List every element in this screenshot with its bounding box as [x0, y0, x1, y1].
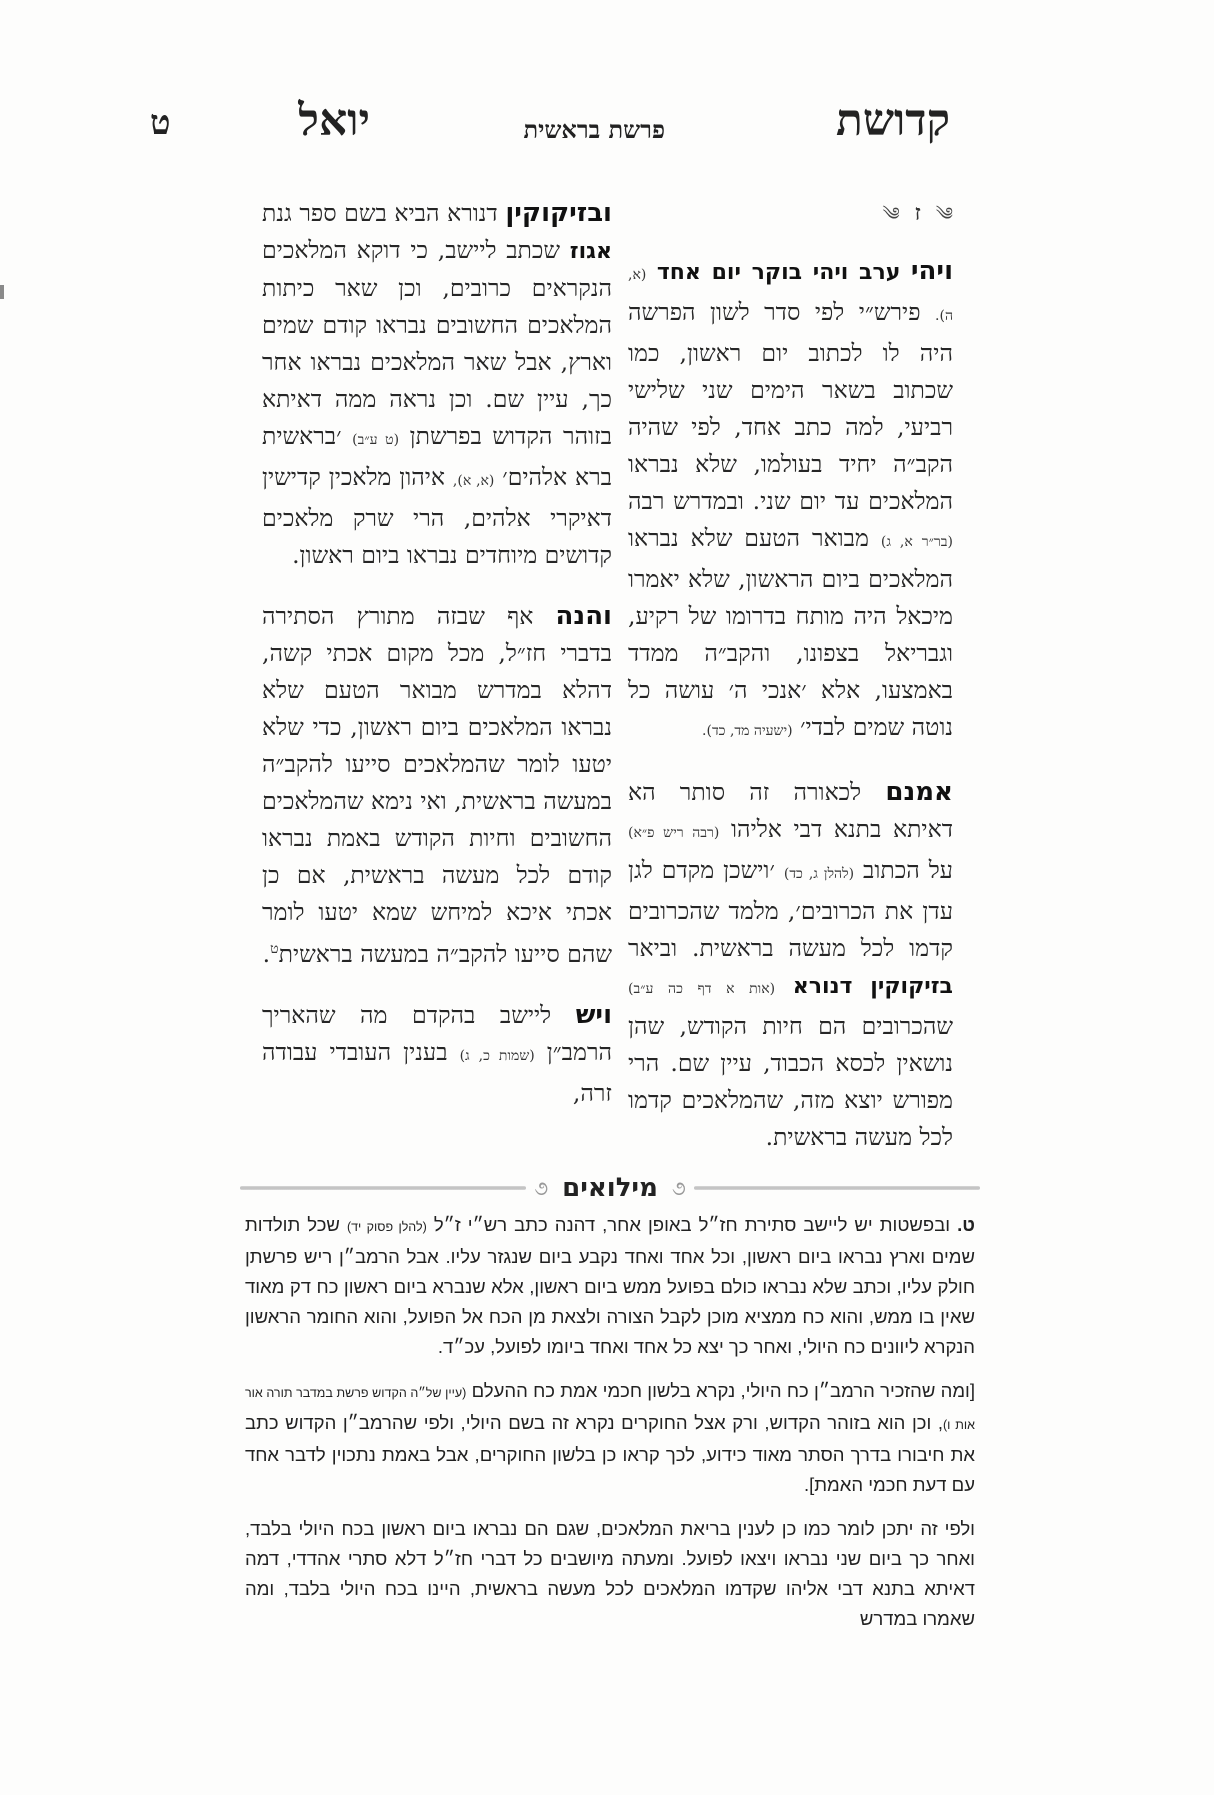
- footnote-marker[interactable]: ט: [270, 941, 279, 957]
- section-number: ז: [914, 200, 921, 226]
- divider-line: [240, 1186, 526, 1190]
- body-text: אף שבזה מתורץ הסתירה בדברי חז״ל, מכל מקום אכתי קשה, דהלא במדרש מבואר הטעם שלא נבראו המלאכים ביום ראשון, כדי שלא יטעו לומר שהמלאכים סייעו להקב״ה במעשה בראשית, ואי נימא שהמלאכים החשובים וחיות הקודש באמת נבראו קודם לכל מעשה בראשית, אם כן אכתי איכא למיחש שמא יטעו לומר שהם סייעו להקב״ה במעשה בראשית: [262, 602, 612, 968]
- source-ref: (אות א דף כה ע״ב): [628, 981, 776, 997]
- body-text: שהכרובים הם חיות הקודש, שהן נושאין לכסא הכבוד, עיין שם. הרי מפורש יוצא מזה, שהמלאכים קדמו לכל מעשה בראשית.: [628, 1012, 953, 1151]
- running-title-left: יואל: [298, 95, 370, 146]
- source-ref: (ישעיה מד, כד).: [702, 723, 793, 739]
- paragraph: [628, 774, 953, 1156]
- miluim-notes: [245, 1210, 975, 1634]
- book-name: בזיקוקין דנורא: [792, 974, 953, 999]
- note-text: שכל תולדות שמים וארץ נבראו ביום ראשון, וכל אחד ואחד נקבע ביום שנגזר עליו. אבל הרמב״ן ריש פרשתן חולק עליו, וכתב שלא נבראו כולם בפועל ממש ביום ראשון, אלא שנברא ביום ראשון כח דק מאוד שאין בו ממש, והוא כח ממציא מוכן לקבל הצורה ולצאת מן הכח אל הפועל, והוא החומר הראשון הנקרא ליוונים כח היולי, ואחר כך יצא כל אחד ואחד ביומו לפועל, עכ״ד.: [245, 1214, 975, 1357]
- source-ref: (א, ה).: [628, 267, 953, 324]
- body-text: שכתב ליישב, כי דוקא המלאכים הנקראים כרובים, וכן שאר כיתות המלאכים החשובים נבראו קודם שמים וארץ, אבל שאר המלאכים נבראו אחר כך, עיין שם. וכן נראה ממה דאיתא בזוהר הקדוש בפרשתן: [262, 236, 612, 450]
- flourish-icon: ༄: [882, 204, 900, 225]
- note-text: , וכן הוא בזוהר הקדוש, ורק אצל החוקרים נקרא זה בשם היולי, ולפי שהרמב״ן הקדוש כתב את חיבורו בדרך הסתר מאוד כידוע, לכך קראו כן בלשון החוקרים, אבל באמת נתכוין לדבר אחד עם דעת חכמי האמת].: [245, 1412, 975, 1495]
- source-ref: (עיין של״ה הקדוש פרשת במדבר תורה אור אות ו): [245, 1386, 975, 1432]
- miluim-title: מילואים: [562, 1173, 658, 1203]
- source-ref: (ט ע״ב): [352, 432, 400, 448]
- body-text: ׳בראשית ברא אלהים׳: [262, 422, 612, 491]
- running-header: [150, 95, 950, 155]
- source-ref: (רבה ריש פ״א): [628, 825, 720, 841]
- lead-word: והנה: [555, 601, 612, 631]
- body-text: מבואר הטעם שלא נבראו המלאכים ביום הראשון, שלא יאמרו מיכאל היה מותח בדרומו של רקיע, וגבריאל בצפונו, והקב״ה ממדד באמצעו, אלא ׳אנכי ה׳ עושה כל נוטה שמים לבדי׳: [628, 524, 953, 741]
- paragraph: [262, 997, 612, 1112]
- lead-word: ויהי: [910, 256, 953, 286]
- body-text: בענין העובדי עבודה זרה,: [262, 1037, 612, 1107]
- divider-line: [694, 1186, 980, 1190]
- source-ref: (להלן ג, כד): [783, 866, 855, 882]
- paragraph: [262, 195, 612, 574]
- paragraph: [262, 598, 612, 973]
- body-text: על הכתוב: [863, 856, 953, 884]
- curl-ornament-icon: ૭: [671, 1176, 686, 1200]
- body-text: ליישב בהקדם מה שהאריך הרמב״ן: [262, 1000, 612, 1066]
- running-title-right: קדושת: [836, 95, 950, 146]
- flourish-icon: ༄: [935, 204, 953, 225]
- note-paragraph: [245, 1376, 975, 1500]
- body-text: דנורא הביא בשם ספר גנת: [262, 199, 498, 227]
- lead-word: ובזיקוקין: [505, 198, 612, 228]
- body-text: איהון מלאכין קדישין דאיקרי אלהים, הרי שרק מלאכים קדושים מיוחדים נבראו ביום ראשון.: [262, 463, 612, 569]
- parsha-name: פרשת בראשית: [523, 115, 665, 144]
- source-ref: (א, א),: [452, 473, 495, 489]
- source-ref: (שמות כ, ג): [459, 1047, 535, 1064]
- source-ref: (בר״ר א, ג): [880, 534, 953, 550]
- body-text: פירש״י לפי סדר לשון הפרשה היה לו לכתוב יום ראשון, כמו שכתוב בשאר הימים שני שלישי רביעי, למה כתב אחד, לפי שהיה הקב״ה יחיד בעולמו, שלא נבראו המלאכים עד יום שני. ובמדרש רבה: [628, 298, 953, 515]
- source-ref: (להלן פסוק יד): [346, 1220, 427, 1234]
- lead-word: ויש: [575, 999, 612, 1030]
- note-text: [ומה שהזכיר הרמב״ן כח היולי, נקרא בלשון חכמי אמת כח ההעלם: [471, 1380, 975, 1401]
- note-text: ולפי זה יתכן לומר כמו כן לענין בריאת המלאכים, שגם הם נבראו ביום ראשון בכח היולי בלבד, ואחר כך ביום שני נבראו ויצאו לפועל. ומעתה מיושבים כל דברי חז״ל דלא סתרי אהדדי, דמה דאיתא בתנא דבי אליהו שקדמו המלאכים לכל מעשה בראשית, היינו בכח היולי בלבד, ומה שאמרו במדרש: [245, 1518, 975, 1629]
- body-text: לכאורה זה סותר הא דאיתא בתנא דבי אליהו: [628, 778, 953, 843]
- verse-quote: ערב ויהי בוקר יום אחד: [656, 260, 901, 285]
- page-edge-mark: [0, 285, 4, 299]
- right-column: [628, 195, 953, 1156]
- note-text: ובפשטות יש ליישב סתירת חז״ל באופן אחר, דהנה כתב רש״י ז״ל: [433, 1214, 951, 1235]
- section-marker: [628, 195, 953, 245]
- body-text: .: [262, 939, 271, 968]
- left-column: [262, 195, 612, 1112]
- paragraph: [628, 253, 953, 750]
- book-name: אגוז: [569, 239, 612, 264]
- body-text: ׳וישכן מקדם לגן עדן את הכרובים׳, מלמד שהכרובים קדמו לכל מעשה בראשית. וביאר: [628, 856, 953, 962]
- curl-ornament-icon: ૭: [534, 1176, 549, 1200]
- lead-word: אמנם: [885, 777, 953, 807]
- note-paragraph: [245, 1210, 975, 1362]
- miluim-header: [240, 1170, 980, 1206]
- note-marker: ט.: [957, 1214, 975, 1235]
- page-number: ט: [150, 103, 171, 143]
- note-paragraph: [245, 1514, 975, 1634]
